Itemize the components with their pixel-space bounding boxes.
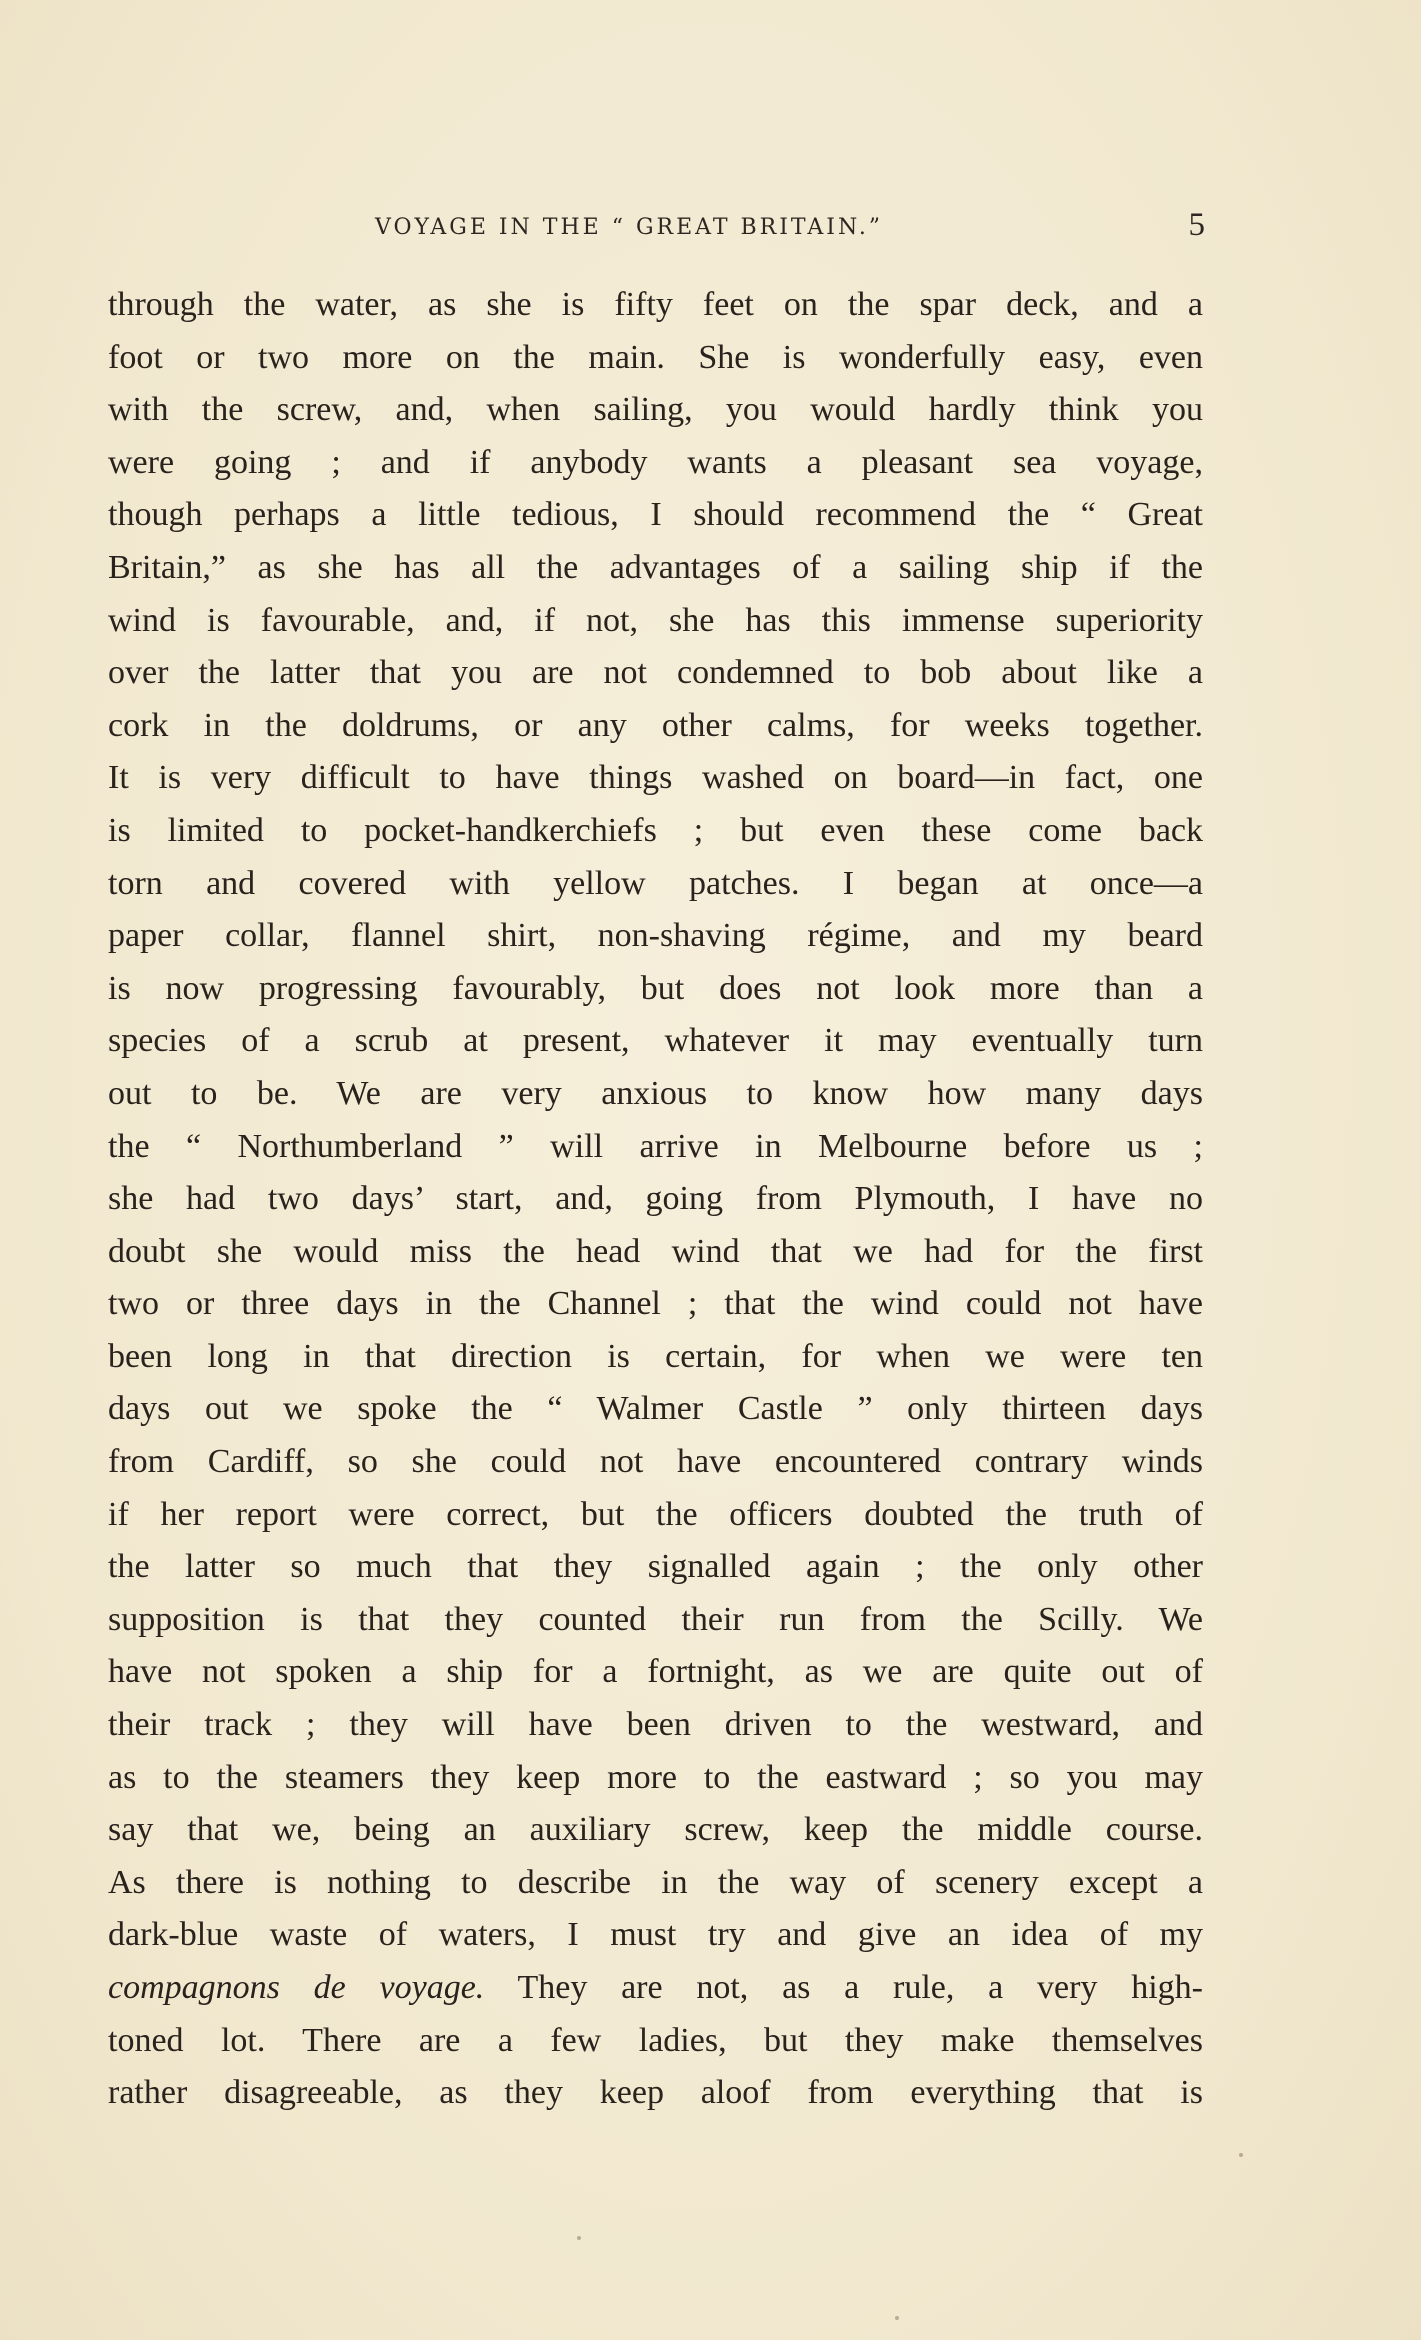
text-line: Britain,” as she has all the advantages of a sailing ship if the <box>108 548 1203 586</box>
text-line: paper collar, flannel shirt, non-shaving régime, and my beard <box>108 917 1203 955</box>
text-line: It is very difficult to have things washed on board—in fact, one <box>108 759 1203 797</box>
italic-phrase: compagnons de voyage. <box>108 1969 485 2006</box>
text-line: from Cardiff, so she could not have encountered contrary winds <box>108 1443 1203 1481</box>
text-line: the “ Northumberland ” will arrive in Melbourne before us ; <box>108 1127 1203 1165</box>
paper-speck <box>895 2316 899 2320</box>
text-line: is limited to pocket-handkerchiefs ; but even these come back <box>108 811 1203 849</box>
paper-speck <box>1239 2153 1243 2157</box>
text-line: through the water, as she is fifty feet on the spar deck, and a <box>108 286 1203 323</box>
text-line: she had two days’ start, and, going from Plymouth, I have no <box>108 1180 1203 1218</box>
running-head: VOYAGE IN THE “ GREAT BRITAIN.” <box>375 215 884 240</box>
text-line <box>108 1962 1203 2015</box>
text-line: if her report were correct, but the officers doubted the truth of <box>108 1495 1203 1533</box>
page-header <box>105 207 1205 247</box>
text-line: torn and covered with yellow patches. I began at once—a <box>108 864 1203 902</box>
page-number: 5 <box>1188 207 1205 243</box>
text-line: cork in the doldrums, or any other calms, for weeks together. <box>108 706 1203 744</box>
text-line: their track ; they will have been driven to the westward, and <box>108 1706 1203 1744</box>
text-line: is now progressing favourably, but does not look more than a <box>108 969 1203 1007</box>
text-line: were going ; and if anybody wants a pleasant sea voyage, <box>108 443 1203 481</box>
text-line: species of a scrub at present, whatever it may eventually turn <box>108 1022 1203 1060</box>
text-line: wind is favourable, and, if not, she has this immense superiority <box>108 601 1203 639</box>
body-text <box>108 279 1203 2120</box>
text-line: two or three days in the Channel ; that the wind could not have <box>108 1285 1203 1323</box>
text-line: say that we, being an auxiliary screw, keep the middle course. <box>108 1811 1203 1849</box>
text-line: foot or two more on the main. She is wonderfully easy, even <box>108 338 1203 376</box>
text-line: as to the steamers they keep more to the eastward ; so you may <box>108 1758 1203 1796</box>
text-line: been long in that direction is certain, for when we were ten <box>108 1337 1203 1375</box>
text-line: dark-blue waste of waters, I must try and give an idea of my <box>108 1916 1203 1954</box>
text-line: toned lot. There are a few ladies, but they make themselves <box>108 2021 1203 2059</box>
text-line: supposition is that they counted their run from the Scilly. We <box>108 1600 1203 1638</box>
paper-speck <box>577 2236 581 2240</box>
text-line: though perhaps a little tedious, I should recommend the “ Great <box>108 496 1203 534</box>
text-line: As there is nothing to describe in the way of scenery except a <box>108 1863 1203 1901</box>
text-line: rather disagreeable, as they keep aloof from everything that is <box>108 2074 1203 2112</box>
text-line: have not spoken a ship for a fortnight, as we are quite out of <box>108 1653 1203 1691</box>
text-segment: They are not, as a rule, a very high- <box>484 1969 1203 2006</box>
text-line: out to be. We are very anxious to know how many days <box>108 1074 1203 1112</box>
text-line: doubt she would miss the head wind that we had for the first <box>108 1232 1203 1270</box>
text-line: the latter so much that they signalled again ; the only other <box>108 1548 1203 1586</box>
text-line: over the latter that you are not condemned to bob about like a <box>108 654 1203 692</box>
text-line: days out we spoke the “ Walmer Castle ” only thirteen days <box>108 1390 1203 1428</box>
text-line: with the screw, and, when sailing, you would hardly think you <box>108 391 1203 429</box>
